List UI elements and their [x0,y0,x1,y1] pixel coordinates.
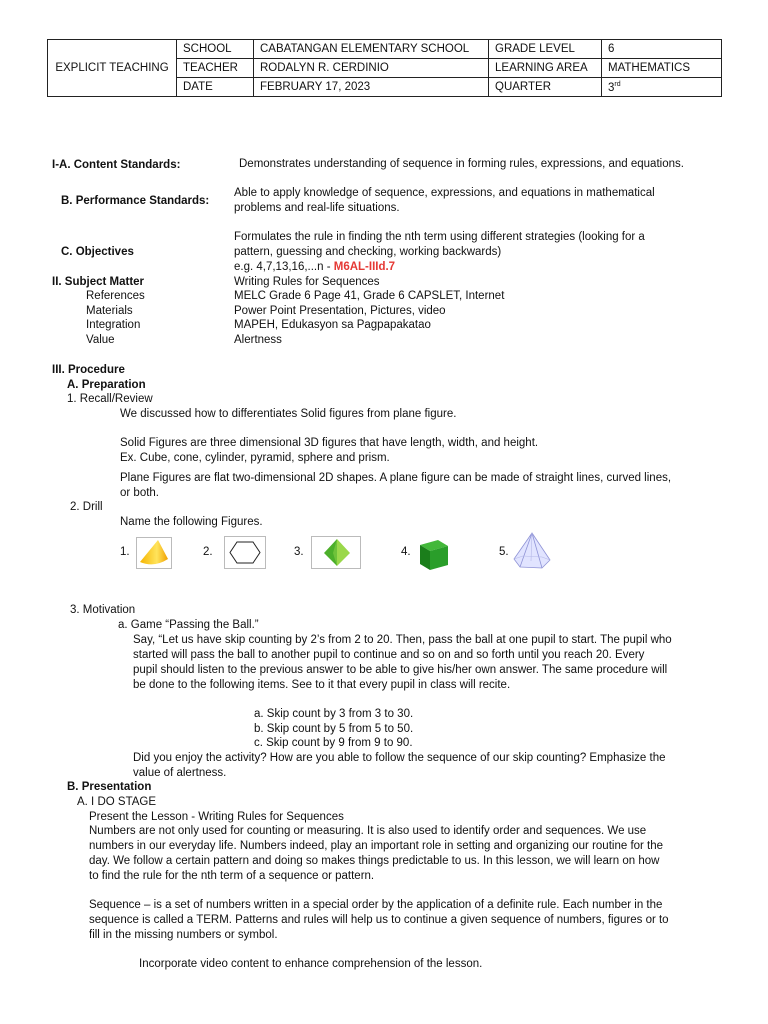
numbers-line-3: day. We follow a certain pattern and doing so makes things predictable to us. In this lesson, we will learn on how [89,855,660,867]
materials-label: Materials [86,305,133,317]
quarter-value: 3rd [602,78,722,97]
motivation-label: 3. Motivation [70,604,136,616]
date-value: FEBRUARY 17, 2023 [254,78,489,97]
presentation-label: B. Presentation [67,781,152,793]
recall-text-2a: Solid Figures are three dimensional 3D figures that have length, width, and height. [120,437,539,449]
procedure-label: III. Procedure [52,364,125,376]
recall-text-2b: Ex. Cube, cone, cylinder, pyramid, sphere and prism. [120,452,390,464]
game-line-3: pupil should listen to the previous answer to be able to give his/her own answer. The same procedure will [133,664,668,676]
integration-label: Integration [86,319,141,331]
subject-matter-label: II. Subject Matter [52,276,145,288]
school-value: CABATANGAN ELEMENTARY SCHOOL [254,40,489,59]
quarter-label: QUARTER [489,78,602,97]
sequence-line-3: fill in the missing numbers or symbol. [89,929,278,941]
content-standards-label: I-A. Content Standards: [52,159,181,171]
learning-area-value: MATHEMATICS [602,59,722,78]
teacher-label: TEACHER [177,59,254,78]
learning-area-label: LEARNING AREA [489,59,602,78]
cube-icon [418,537,452,571]
references-value: MELC Grade 6 Page 41, Grade 6 CAPSLET, Internet [234,290,505,302]
game-line-4: be done to the following items. See to it that every pupil in class will recite. [133,679,511,691]
figure-number-2: 2. [203,546,213,558]
teacher-value: RODALYN R. CERDINIO [254,59,489,78]
subject-topic: Writing Rules for Sequences [234,276,380,288]
integration-value: MAPEH, Edukasyon sa Pagpapakatao [234,319,431,331]
skip-count-a: a. Skip count by 3 from 3 to 30. [254,708,414,720]
hexagon-icon [224,536,266,569]
sequence-line-1: Sequence – is a set of numbers written in a special order by the application of a definite rule. Each number in the [89,899,663,911]
numbers-line-4: to find the rule for the nth term of a sequence or pattern. [89,870,375,882]
header-table [47,39,722,97]
explicit-teaching-label: EXPLICIT TEACHING [48,40,177,97]
figure-number-1: 1. [120,546,130,558]
objectives-line3: e.g. 4,7,13,16,...n - M6AL-IIId.7 [234,261,396,273]
skip-count-c: c. Skip count by 9 from 9 to 90. [254,737,413,749]
performance-standards-line1: Able to apply knowledge of sequence, expressions, and equations in mathematical [234,187,655,199]
value-label: Value [86,334,115,346]
objectives-line1: Formulates the rule in finding the nth term using different strategies (looking for a [234,231,645,243]
cone-icon [136,537,172,569]
recall-label: 1. Recall/Review [67,393,153,405]
objectives-line2: pattern, guessing and checking, working backwards) [234,246,502,258]
hexagonal-pyramid-icon [511,531,553,571]
recall-text-3a: Plane Figures are flat two-dimensional 2D shapes. A plane figure can be made of straight lines, curved lines, [120,472,672,484]
numbers-line-1: Numbers are not only used for counting or measuring. It is also used to identify order and sequences. We use [89,825,647,837]
objectives-label: C. Objectives [61,246,134,258]
drill-instruction: Name the following Figures. [120,516,263,528]
date-label: DATE [177,78,254,97]
melc-code: M6AL-IIId.7 [333,261,396,273]
game-line-2: started will pass the ball to another pupil to continue and so on and so forth until you reach 20. Every [133,649,645,661]
game-line-1: Say, “Let us have skip counting by 2’s from 2 to 20. Then, pass the ball at one pupil to start. The pupil who [133,634,672,646]
performance-standards-line2: problems and real-life situations. [234,202,400,214]
grade-level-label: GRADE LEVEL [489,40,602,59]
skip-count-b: b. Skip count by 5 from 5 to 50. [254,723,414,735]
pyramid-icon [311,536,361,569]
grade-level-value: 6 [602,40,722,59]
figure-number-4: 4. [401,546,411,558]
present-lesson: Present the Lesson - Writing Rules for Sequences [89,811,344,823]
figure-number-5: 5. [499,546,509,558]
preparation-label: A. Preparation [67,379,146,391]
sequence-line-2: sequence is called a TERM. Patterns and rules will help us to continue a given sequence of numbers, figures or to [89,914,669,926]
i-do-stage-label: A. I DO STAGE [77,796,157,808]
content-standards-text: Demonstrates understanding of sequence in forming rules, expressions, and equations. [239,158,684,170]
drill-label: 2. Drill [70,501,103,513]
references-label: References [86,290,145,302]
value-value: Alertness [234,334,282,346]
figure-number-3: 3. [294,546,304,558]
recall-text-1: We discussed how to differentiates Solid figures from plane figure. [120,408,457,420]
recall-text-3b: or both. [120,487,159,499]
school-label: SCHOOL [177,40,254,59]
enjoy-line-1: Did you enjoy the activity? How are you able to follow the sequence of our skip counting? Emphasize the [133,752,666,764]
numbers-line-2: numbers in our everyday life. Numbers indeed, play an important role in setting and organizing our routine for the [89,840,664,852]
performance-standards-label: B. Performance Standards: [61,195,210,207]
game-title: a. Game “Passing the Ball.” [118,619,259,631]
video-instruction: Incorporate video content to enhance comprehension of the lesson. [139,958,483,970]
enjoy-line-2: value of alertness. [133,767,227,779]
materials-value: Power Point Presentation, Pictures, video [234,305,446,317]
